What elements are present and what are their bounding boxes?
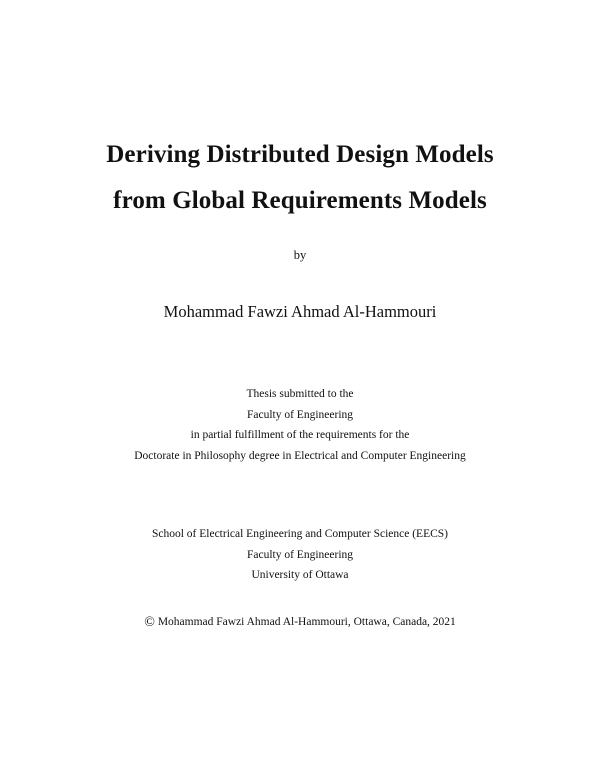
by-label: by: [293, 248, 307, 262]
submission-line-4: Doctorate in Philosophy degree in Electrical and Computer Engineering: [134, 449, 466, 462]
copyright-text: Mohammad Fawzi Ahmad Al-Hammouri, Ottawa, Canada, 2021: [157, 616, 456, 628]
author-name: Mohammad Fawzi Ahmad Al-Hammouri: [163, 302, 437, 321]
copyright-icon: ©: [144, 615, 155, 630]
submission-line-1: Thesis submitted to the: [246, 388, 354, 400]
submission-line-2: Faculty of Engineering: [246, 408, 354, 421]
thesis-title: [0, 132, 600, 224]
thesis-title-line-1: Deriving Distributed Design Models: [106, 141, 494, 168]
submission-line-3: in partial fulfillment of the requirements for the: [190, 429, 410, 441]
institution-school: School of Electrical Engineering and Computer Science (EECS): [151, 528, 449, 540]
thesis-submission-statement: [0, 384, 600, 466]
institution-block: [0, 524, 600, 586]
institution-faculty: Faculty of Engineering: [246, 548, 354, 561]
copyright-line: [0, 613, 600, 632]
thesis-title-line-2: from Global Requirements Models: [113, 187, 487, 214]
institution-university: University of Ottawa: [251, 569, 349, 581]
